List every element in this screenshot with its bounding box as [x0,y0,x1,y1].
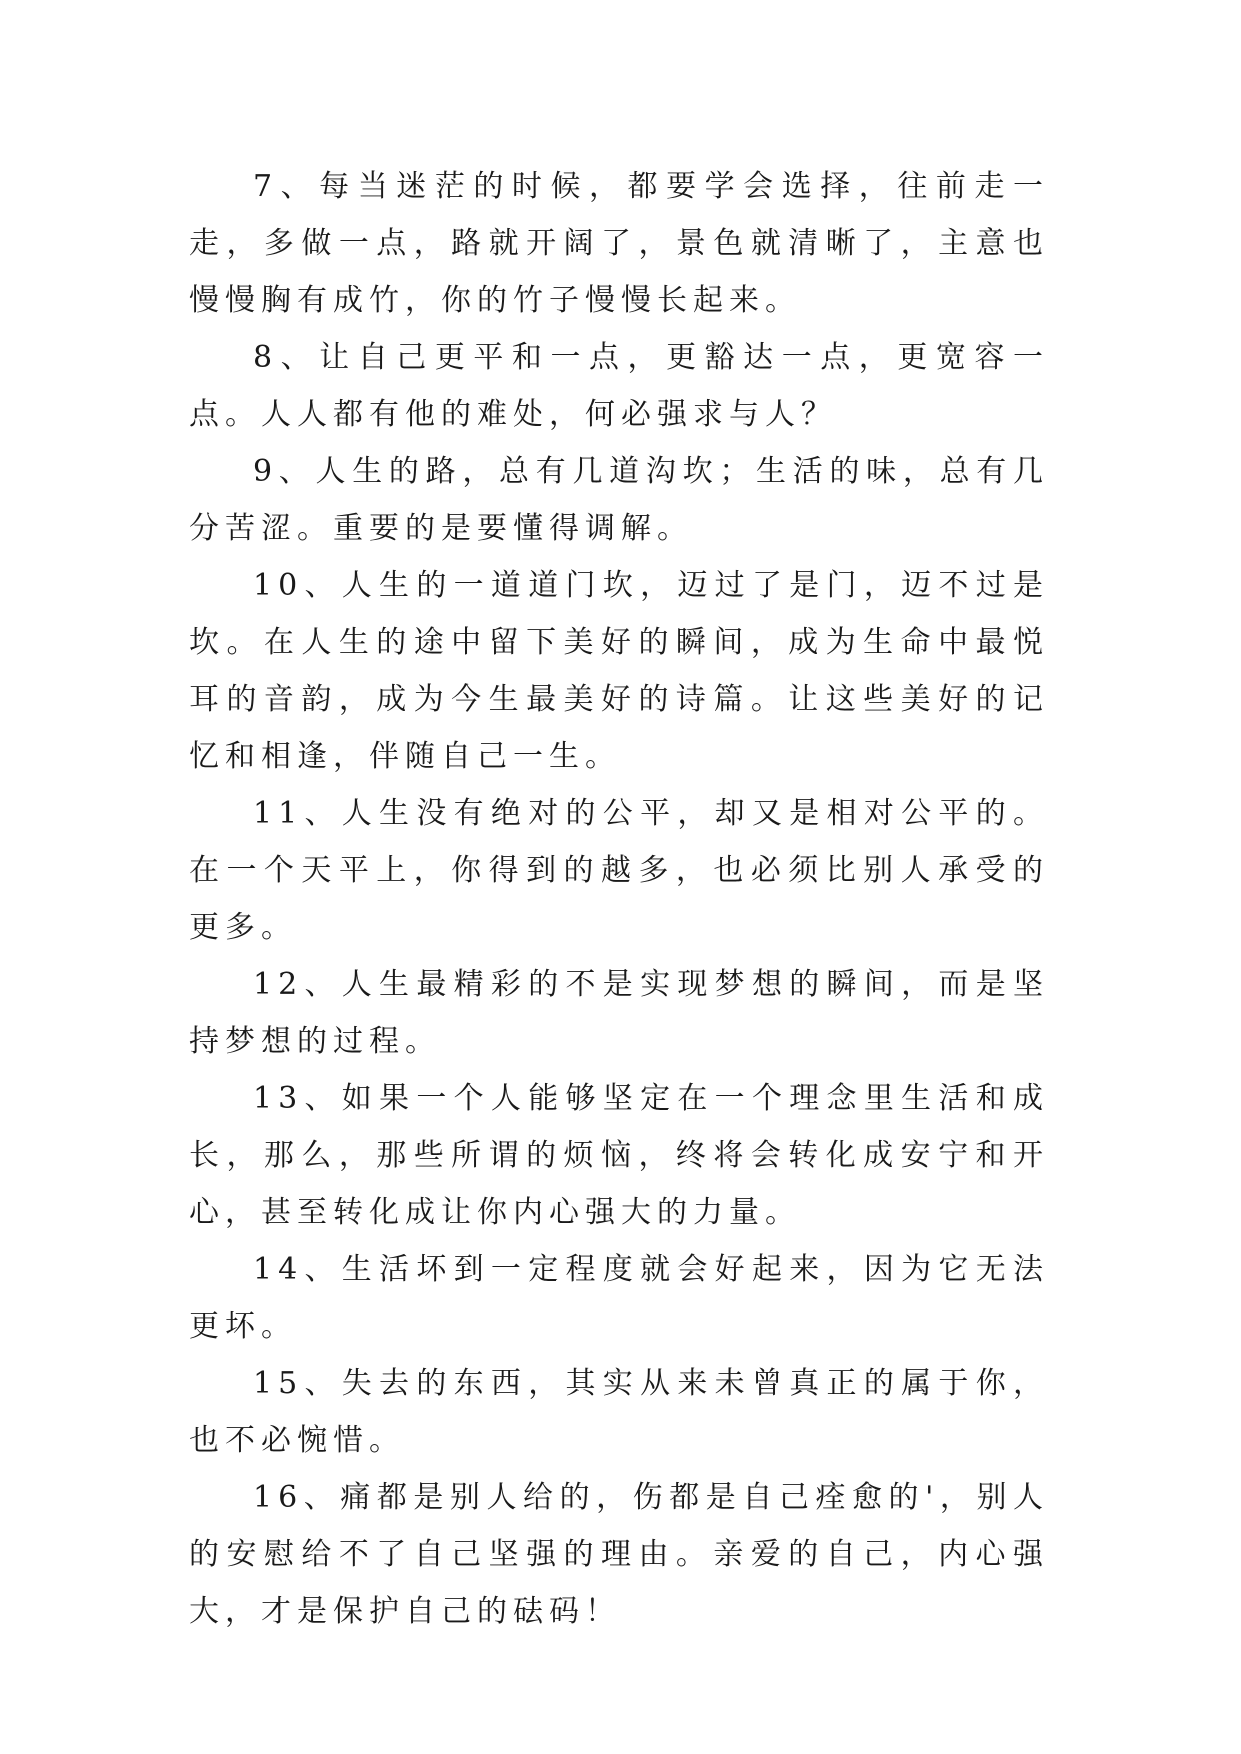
paragraph-15: 15、失去的东西，其实从来未曾真正的属于你，也不必惋惜。 [189,1366,1049,1458]
document-body [189,158,1049,1640]
paragraph-14: 14、生活坏到一定程度就会好起来，因为它无法更坏。 [189,1252,1049,1344]
paragraph-12: 12、人生最精彩的不是实现梦想的瞬间，而是坚持梦想的过程。 [189,967,1049,1059]
paragraph-8: 8、让自己更平和一点，更豁达一点，更宽容一点。人人都有他的难处，何必强求与人？ [189,340,1049,432]
paragraph-16: 16、痛都是别人给的，伤都是自己痊愈的'，别人的安慰给不了自己坚强的理由。亲爱的自己，内心强大，才是保护自己的砝码！ [189,1480,1049,1629]
paragraph-9: 9、人生的路，总有几道沟坎；生活的味，总有几分苦涩。重要的是要懂得调解。 [189,454,1049,546]
paragraph-7: 7、每当迷茫的时候，都要学会选择，往前走一走，多做一点，路就开阔了，景色就清晰了，主意也慢慢胸有成竹，你的竹子慢慢长起来。 [189,169,1049,318]
paragraph-10: 10、人生的一道道门坎，迈过了是门，迈不过是坎。在人生的途中留下美好的瞬间，成为生命中最悦耳的音韵，成为今生最美好的诗篇。让这些美好的记忆和相逢，伴随自己一生。 [189,568,1049,774]
paragraph-11: 11、人生没有绝对的公平，却又是相对公平的。在一个天平上，你得到的越多，也必须比别人承受的更多。 [189,796,1049,945]
paragraph-13: 13、如果一个人能够坚定在一个理念里生活和成长，那么，那些所谓的烦恼，终将会转化成安宁和开心，甚至转化成让你内心强大的力量。 [189,1081,1049,1230]
